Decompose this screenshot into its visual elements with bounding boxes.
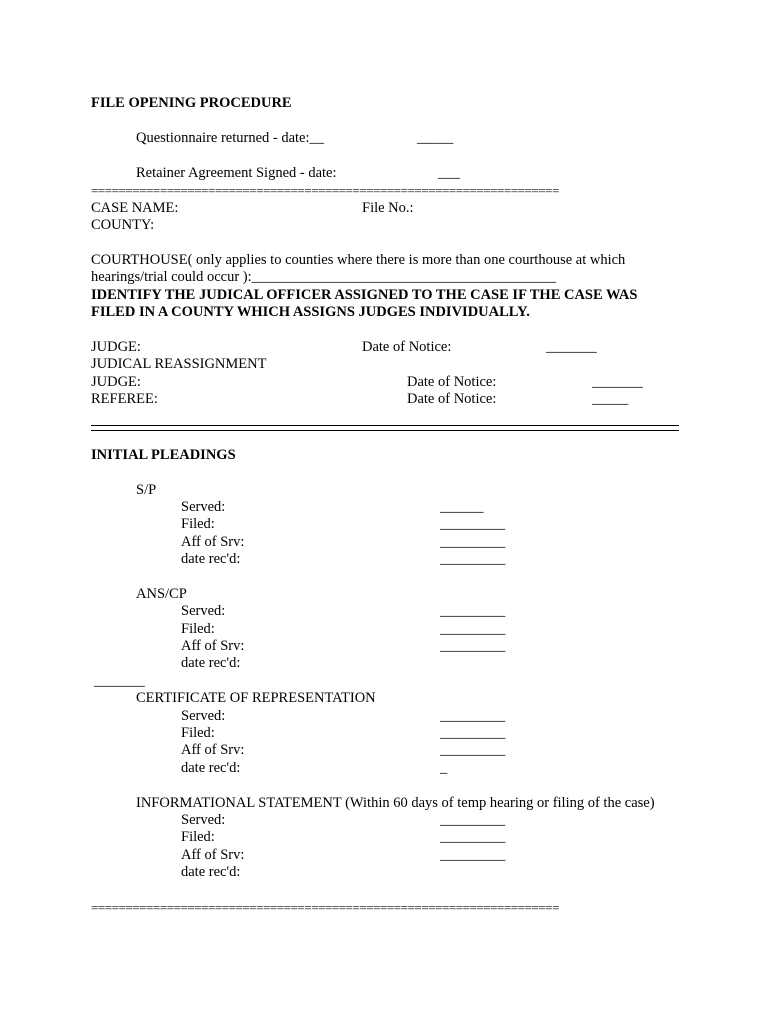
row-blank[interactable]: _________ xyxy=(440,603,506,619)
identify-instruction-line2: FILED IN A COUNTY WHICH ASSIGNS JUDGES INDIVIDUALLY. xyxy=(91,304,530,320)
date-of-notice-field[interactable]: _______ xyxy=(546,339,597,355)
section-title-ans-cp: ANS/CP xyxy=(136,586,187,602)
row-label: Served: xyxy=(181,499,226,515)
row-blank[interactable]: _________ xyxy=(440,551,506,567)
row-blank[interactable]: _________ xyxy=(440,725,506,741)
document-title: FILE OPENING PROCEDURE xyxy=(91,95,292,111)
row-blank[interactable]: _________ xyxy=(440,742,506,758)
reassigned-judge-label: JUDGE: xyxy=(91,374,141,390)
county-label: COUNTY: xyxy=(91,217,155,233)
identify-instruction-line1: IDENTIFY THE JUDICAL OFFICER ASSIGNED TO THE CASE IF THE CASE WAS xyxy=(91,287,638,303)
row-blank[interactable]: _ xyxy=(440,760,448,776)
referee-date-of-notice-field[interactable]: _____ xyxy=(592,391,629,407)
section-title-sp: S/P xyxy=(136,482,157,498)
case-name-label: CASE NAME: xyxy=(91,200,179,216)
row-blank[interactable]: _________ xyxy=(440,534,506,550)
reassigned-date-of-notice-field[interactable]: _______ xyxy=(592,374,643,390)
row-label: Filed: xyxy=(181,725,215,741)
row-blank[interactable]: _________ xyxy=(440,829,506,845)
certificate-left-blank[interactable]: _______ xyxy=(94,673,145,689)
row-label: Aff of Srv: xyxy=(181,638,245,654)
courthouse-text-line1: COURTHOUSE( only applies to counties where there is more than one courthouse at which xyxy=(91,252,626,268)
row-label: Filed: xyxy=(181,516,215,532)
judge-label: JUDGE: xyxy=(91,339,141,355)
section-title-informational-statement: INFORMATIONAL STATEMENT (Within 60 days of temp hearing or filing of the case) xyxy=(136,795,655,811)
row-blank[interactable]: _________ xyxy=(440,621,506,637)
row-label: Served: xyxy=(181,708,226,724)
footer-separator-line: ==================================================================== xyxy=(91,900,559,915)
row-label: date rec'd: xyxy=(181,655,241,671)
file-no-label: File No.: xyxy=(362,200,414,216)
row-label: Filed: xyxy=(181,829,215,845)
date-of-notice-label: Date of Notice: xyxy=(362,339,452,355)
row-blank[interactable]: _________ xyxy=(440,847,506,863)
questionnaire-label: Questionnaire returned - date:__ xyxy=(136,130,325,146)
separator-line: ==================================================================== xyxy=(91,183,559,198)
row-label: Served: xyxy=(181,812,226,828)
retainer-label: Retainer Agreement Signed - date: xyxy=(136,165,337,181)
row-blank[interactable]: _________ xyxy=(440,812,506,828)
judicial-reassignment-label: JUDICAL REASSIGNMENT xyxy=(91,356,267,372)
row-blank[interactable]: _________ xyxy=(440,638,506,654)
referee-date-of-notice-label: Date of Notice: xyxy=(407,391,497,407)
row-label: Filed: xyxy=(181,621,215,637)
courthouse-text-line2[interactable]: hearings/trial could occur ):__________________________________________ xyxy=(91,269,557,285)
row-label: Aff of Srv: xyxy=(181,742,245,758)
questionnaire-date-field[interactable]: _____ xyxy=(417,130,454,146)
row-blank[interactable]: _________ xyxy=(440,708,506,724)
section-title-certificate: CERTIFICATE OF REPRESENTATION xyxy=(136,690,376,706)
row-label: Aff of Srv: xyxy=(181,847,245,863)
row-blank[interactable]: ______ xyxy=(440,499,484,515)
row-label: Aff of Srv: xyxy=(181,534,245,550)
row-label: date rec'd: xyxy=(181,864,241,880)
referee-label: REFEREE: xyxy=(91,391,158,407)
retainer-date-field[interactable]: ___ xyxy=(438,165,460,181)
row-label: date rec'd: xyxy=(181,551,241,567)
double-rule-divider xyxy=(91,425,679,431)
reassigned-date-of-notice-label: Date of Notice: xyxy=(407,374,497,390)
row-blank[interactable]: _________ xyxy=(440,516,506,532)
row-label: date rec'd: xyxy=(181,760,241,776)
initial-pleadings-heading: INITIAL PLEADINGS xyxy=(91,447,236,463)
row-label: Served: xyxy=(181,603,226,619)
